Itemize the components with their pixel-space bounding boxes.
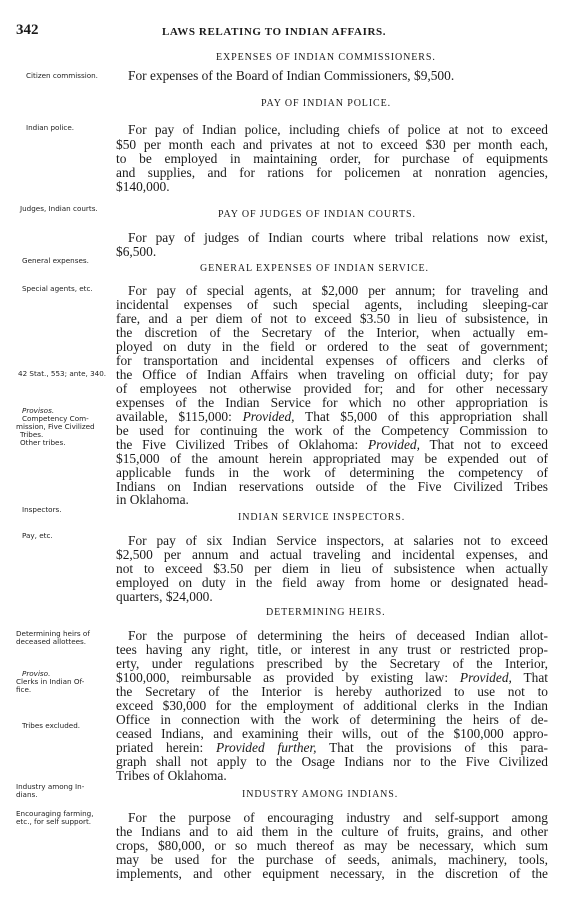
margin-note: Citizen commission. [26,71,98,80]
body-line: fare, and a per diem of not to exceed $3.50 in lieu of subsistence, in [116,311,548,326]
section-heading: PAY OF INDIAN POLICE. [261,98,392,109]
body-line: exceed $30,000 for the employment of additional clerks in the Indian [116,698,548,713]
margin-note: Indian police. [26,123,75,132]
margin-note: Determining heirs of [16,629,90,638]
body-line: $50 per month each and privates at not to exceed $30 per month each, [116,137,548,152]
body-line: $15,000 of the amount herein appropriated may be expended out of [116,451,548,466]
body-line: crops, $80,000, or so much thereof as may be necessary, which sum [116,838,548,853]
body-line: the Secretary of the Interior is hereby authorized to use not to [116,684,548,699]
body-line: tees having any right, title, or interest in any trust or restricted prop- [116,642,548,657]
body-line: not to exceed $3.50 per diem in lieu of subsistence when actually [116,561,548,576]
margin-note: Tribes excluded. [22,721,81,730]
body-line: priated herein: Provided further, That the provisions of this para- [116,740,549,755]
margin-note: fice. [16,685,32,694]
margin-note: dians. [16,790,38,799]
body-line: employed on duty in the field away from home or designated head- [116,575,548,590]
margin-note: Pay, etc. [22,531,53,540]
body-line: applicable funds in the work of determining the competency of [116,465,548,480]
body-line: the Office of Indian Affairs when traveling on official duty; for pay [116,367,548,382]
section-heading: DETERMINING HEIRS. [266,607,386,618]
body-line: of employees not otherwise provided for; and for other necessary [116,381,548,396]
body-line: ployed on duty in the field or ordered to the seat of government; [116,339,548,354]
body-line: graph shall not apply to the Osage Indians nor to the Five Civilized [116,754,548,769]
body-line: incidental expenses of such special agents, including sleeping-car [116,297,548,312]
body-line: and supplies, and for rations for policemen at nonration agencies, [116,165,548,180]
margin-note: Special agents, etc. [22,284,93,293]
body-line: implements, and other equipment necessary, in the discretion of the [116,866,548,881]
body-line: Office in connection with the work of determining the heirs of de- [116,712,548,727]
body-line: in Oklahoma. [116,492,189,507]
margin-note: Industry among In- [16,782,85,791]
margin-note: Tribes. [20,430,44,439]
page-number: 342 [16,22,39,38]
margin-note: Encouraging farming, [16,809,94,818]
body-line: ceased Indians, and examining their wills, out of the $100,000 appro- [116,726,548,741]
margin-note: 42 Stat., 553; ante, 340. [18,369,107,378]
body-line: $6,500. [116,244,157,259]
body-line: expenses of the Indian Service for which no other appropriation is [116,395,548,410]
margin-note: deceased allottees. [16,637,87,646]
section-heading: GENERAL EXPENSES OF INDIAN SERVICE. [200,263,429,274]
body-line: For pay of judges of Indian courts where tribal relations now exist, [128,230,548,245]
body-line: erty, under regulations prescribed by the Secretary of the Interior, [116,656,548,671]
body-line: Indians on Indian reservations outside of the Five Civilized Tribes [116,479,548,494]
margin-note: General expenses. [22,256,89,265]
body-line: to be employed in maintaining order, for purchase of equipments [116,151,548,166]
body-line: may be used for the purchase of seeds, animals, machinery, tools, [116,852,548,867]
margin-note: etc., for self support. [16,817,92,826]
margin-note: Other tribes. [20,438,66,447]
section-heading: INDUSTRY AMONG INDIANS. [242,789,399,800]
body-line: For expenses of the Board of Indian Commissioners, $9,500. [128,68,455,83]
body-line: $140,000. [116,179,170,194]
margin-note: Inspectors. [22,505,62,514]
running-head: LAWS RELATING TO INDIAN AFFAIRS. [162,26,387,38]
body-line: for transportation and incidental expenses of officers and clerks of [116,353,548,368]
body-line: For pay of special agents, at $2,000 per annum; for traveling and [128,283,548,298]
body-line: For pay of six Indian Service inspectors, at salaries not to exceed [128,533,548,548]
body-line: quarters, $24,000. [116,589,213,604]
body-line: For the purpose of encouraging industry and self-support among [128,810,548,825]
section-heading: PAY OF JUDGES OF INDIAN COURTS. [218,209,416,220]
body-line: For the purpose of determining the heirs of deceased Indian allot- [128,628,548,643]
body-line: Tribes of Oklahoma. [116,768,227,783]
body-line: the Indians and to aid them in the culture of fruits, grains, and other [116,824,548,839]
margin-note: Provisos. [22,406,55,415]
margin-note: Clerks in Indian Of- [16,677,85,686]
body-line: available, $115,000: Provided, That $5,000 of this appropriation shall [116,409,548,424]
body-line: For pay of Indian police, including chiefs of police at not to exceed [128,122,548,137]
section-heading: EXPENSES OF INDIAN COMMISSIONERS. [216,52,436,63]
body-line: the Five Civilized Tribes of Oklahoma: Provided, That not to exceed [116,437,548,452]
margin-note: Competency Com- [22,414,89,423]
body-line: be used for continuing the work of the Competency Commission to [116,423,548,438]
body-line: $2,500 per annum and actual traveling and incidental expenses, and [116,547,548,562]
body-line: $100,000, reimbursable as provided by existing law: Provided, That [116,670,548,685]
section-heading: INDIAN SERVICE INSPECTORS. [238,512,406,523]
margin-note: Judges, Indian courts. [20,204,98,213]
margin-note: mission, Five Civilized [16,422,95,431]
body-line: the discretion of the Secretary of the Interior, when actually em- [116,325,548,340]
margin-note: Proviso. [22,669,51,678]
